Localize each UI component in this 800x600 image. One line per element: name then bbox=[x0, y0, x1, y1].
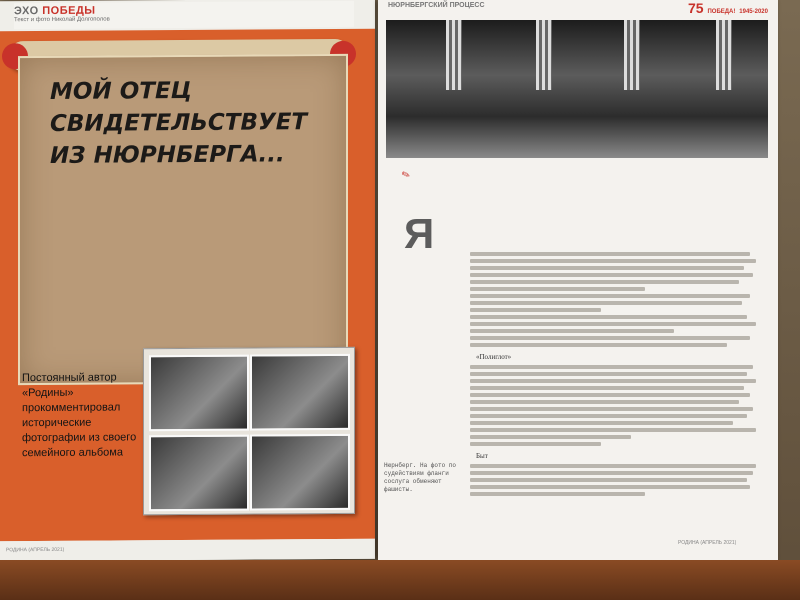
article-title: МОЙ ОТЕЦ СВИДЕТЕЛЬСТВУЕТ ИЗ НЮРНБЕРГА... bbox=[50, 77, 308, 169]
right-page bbox=[378, 0, 778, 560]
byline: Текст и фото Николай Долгополов bbox=[14, 16, 110, 24]
subheading: «Полиглот» bbox=[476, 353, 512, 361]
photo-collage bbox=[143, 347, 355, 515]
section-header: НЮРНБЕРГСКИЙ ПРОЦЕСС bbox=[388, 2, 485, 9]
flag-shape bbox=[716, 20, 732, 90]
right-footer: РОДИНА (АПРЕЛЬ 2021) bbox=[678, 540, 737, 546]
flag-shape bbox=[446, 20, 462, 90]
photo-caption: Нюрнберг. На фото по судействиям фланги сослуга обменяют фашисты. bbox=[384, 462, 457, 493]
subheading: Быт bbox=[476, 452, 488, 460]
drop-cap: Я bbox=[404, 210, 435, 257]
left-footer: РОДИНА (АПРЕЛЬ 2021) bbox=[0, 539, 375, 562]
flag-shape bbox=[536, 20, 552, 90]
historic-photo bbox=[250, 354, 350, 431]
historic-photo bbox=[250, 434, 350, 511]
magazine-section-brand: ЭХО ПОБЕДЫ bbox=[14, 4, 96, 18]
wooden-table bbox=[0, 560, 800, 600]
article-lead: Постоянный автор «Родины» прокомментировал исторические фотографии из своего семейного альбома bbox=[22, 371, 137, 460]
pen-mark: ✎ bbox=[400, 168, 413, 183]
historic-photo bbox=[149, 435, 249, 512]
flag-shape bbox=[624, 20, 640, 90]
tribunal-photo bbox=[386, 20, 768, 158]
anniversary-badge: 75 ПОБЕДА! 1945-2020 bbox=[688, 0, 768, 16]
left-page bbox=[0, 0, 375, 561]
historic-photo bbox=[149, 355, 249, 432]
article-body bbox=[470, 252, 762, 499]
parchment-panel bbox=[18, 54, 348, 385]
left-header bbox=[14, 1, 354, 29]
